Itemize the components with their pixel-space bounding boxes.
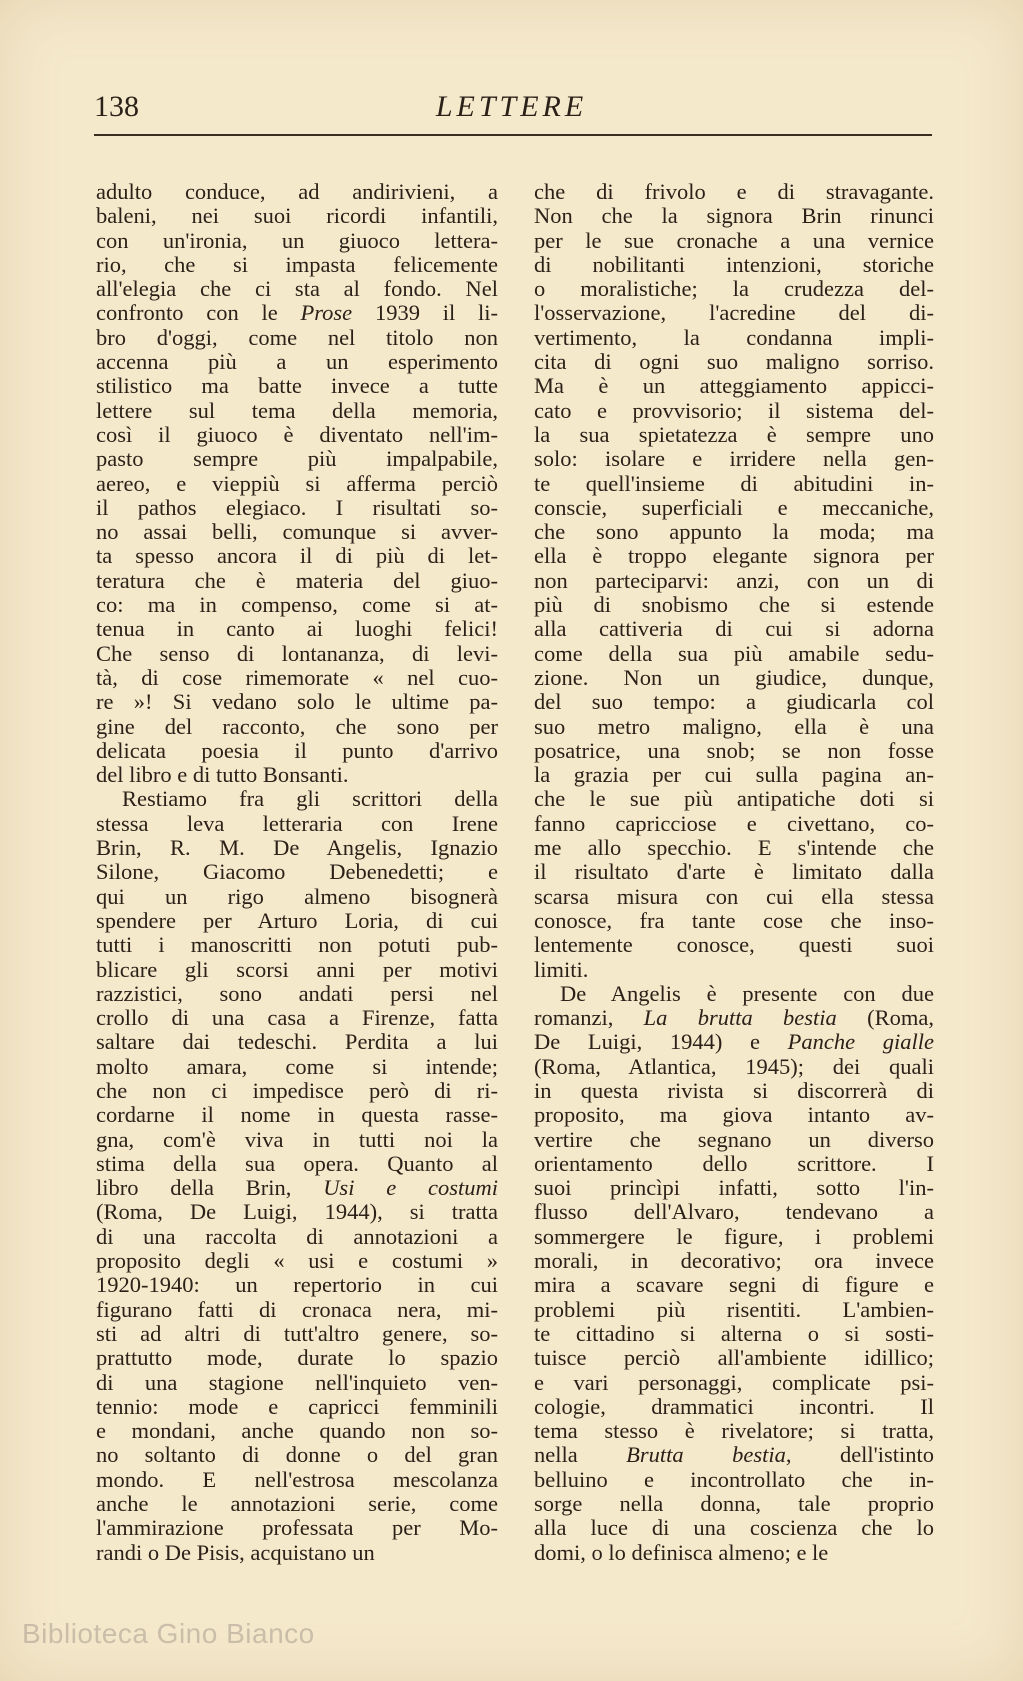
text-line: limiti. (534, 957, 589, 982)
text-line: con un'ironia, un giuoco lettera- (96, 228, 498, 253)
text-line: figurano fatti di cronaca nera, mi- (96, 1297, 498, 1322)
text-line: che le sue più antipatiche doti si (534, 787, 934, 812)
right-column (534, 180, 934, 1565)
header-rule (94, 134, 932, 136)
text-line: zione. Non un giudice, dunque, (534, 665, 934, 690)
text-line: lettere sul tema della memoria, (96, 398, 498, 423)
text-line: bro d'oggi, come nel titolo non (96, 325, 498, 350)
text-line: crollo di una casa a Firenze, fatta (96, 1006, 498, 1031)
text-line: stilistico ma batte invece a tutte (96, 374, 498, 399)
text-line: saltare dai tedeschi. Perdita a lui (96, 1030, 498, 1055)
text-line: tema stesso è rivelatore; si tratta, (534, 1419, 934, 1444)
text-line: conosce, fra tante cose che inso- (534, 908, 934, 933)
text-line: tennio: mode e capricci femminili (96, 1394, 498, 1419)
text-line: 1920-1940: un repertorio in cui (96, 1273, 498, 1298)
text-line: l'ammirazione professata per Mo- (96, 1516, 498, 1541)
text-line: la grazia per cui sulla pagina an- (534, 763, 934, 788)
text-line: mira a scavare segni di figure e (534, 1273, 934, 1298)
text-line: De Luigi, 1944) e Panche gialle (534, 1030, 934, 1055)
text-line: tenua in canto ai luoghi felici! (96, 617, 498, 642)
text-line: e mondani, anche quando non so- (96, 1419, 498, 1444)
text-line: conscie, superficiali e meccaniche, (534, 495, 934, 520)
text-line: ella è troppo elegante signora per (534, 544, 934, 569)
text-line: che di frivolo e di stravagante. (534, 180, 934, 204)
text-line: scarsa misura con cui ella stessa (534, 884, 934, 909)
text-line: proposito, ma giova intanto av- (534, 1103, 934, 1128)
text-line: molto amara, come si intende; (96, 1054, 498, 1079)
text-line: non parteciparvi: anzi, con un di (534, 568, 934, 593)
text-line: spendere per Arturo Loria, di cui (96, 908, 498, 933)
text-line: di nobilitanti intenzioni, storiche (534, 252, 934, 277)
text-line: libro della Brin, Usi e costumi (96, 1176, 498, 1201)
text-line: l'osservazione, l'acredine del di- (534, 301, 934, 326)
text-line: ta spesso ancora il di più di let- (96, 544, 498, 569)
text-line: alla luce di una coscienza che lo (534, 1516, 934, 1541)
text-line: anche le annotazioni serie, come (96, 1492, 498, 1517)
left-column (96, 180, 498, 1565)
text-line: morali, in decorativo; ora invece (534, 1249, 934, 1274)
text-line: per le sue cronache a una vernice (534, 228, 934, 253)
text-line: in questa rivista si discorrerà di (534, 1078, 934, 1103)
text-line: cato e provvisorio; il sistema del- (534, 398, 934, 423)
text-line: lentemente conosce, questi suoi (534, 933, 934, 958)
text-line: o moralistiche; la crudezza del- (534, 277, 934, 302)
text-line: Restiamo fra gli scrittori della (122, 787, 498, 812)
text-line: no soltanto di donne o del gran (96, 1443, 498, 1468)
text-line: di una raccolta di annotazioni a (96, 1224, 498, 1249)
text-line: di una stagione nell'inquieto ven- (96, 1370, 498, 1395)
text-line: confronto con le Prose 1939 il li- (96, 301, 498, 326)
library-watermark: Biblioteca Gino Bianco (22, 1618, 315, 1649)
text-line: orientamento dello scrittore. I (534, 1151, 934, 1176)
text-line: flusso dell'Alvaro, tendevano a (534, 1200, 934, 1225)
text-line: domi, o lo definisca almeno; e le (534, 1540, 829, 1565)
text-line: sommergere le figure, i problemi (534, 1224, 934, 1249)
text-line: belluino e incontrollato che in- (534, 1467, 934, 1492)
text-line: tutti i manoscritti non potuti pub- (96, 933, 498, 958)
text-line: prattutto mode, durate lo spazio (96, 1346, 498, 1371)
text-line: suoi princìpi infatti, sotto l'in- (534, 1176, 934, 1201)
text-line: all'elegia che ci sta al fondo. Nel (96, 277, 498, 302)
text-line: Non che la signora Brin rinunci (534, 204, 934, 229)
text-line: baleni, nei suoi ricordi infantili, (96, 204, 498, 229)
text-line: Silone, Giacomo Debenedetti; e (96, 860, 498, 885)
text-line: più di snobismo che si estende (534, 593, 934, 618)
text-line: romanzi, La brutta bestia (Roma, (534, 1006, 934, 1031)
text-line: (Roma, De Luigi, 1944), si tratta (96, 1200, 498, 1225)
text-line: cita di ogni suo maligno sorriso. (534, 350, 934, 375)
text-line: re »! Si vedano solo le ultime pa- (96, 690, 498, 715)
text-line: alla cattiveria di cui si adorna (534, 617, 934, 642)
text-line: il pathos elegiaco. I risultati so- (96, 495, 498, 520)
text-line: vertimento, la condanna impli- (534, 325, 934, 350)
text-line: Che senso di lontananza, di levi- (96, 641, 498, 666)
text-line: blicare gli scorsi anni per motivi (96, 957, 498, 982)
text-line: che sono appunto la moda; ma (534, 520, 934, 545)
text-line: cologie, drammatici incontri. Il (534, 1394, 934, 1419)
text-line: accenna più a un esperimento (96, 350, 498, 375)
text-line: De Angelis è presente con due (560, 981, 934, 1006)
text-line: randi o De Pisis, acquistano un (96, 1540, 375, 1565)
text-line: no assai belli, comunque si avver- (96, 520, 498, 545)
text-line: rio, che si impasta felicemente (96, 252, 498, 277)
text-line: pasto sempre più impalpabile, (96, 447, 498, 472)
text-line: del suo tempo: a giudicarla col (534, 690, 934, 715)
text-line: qui un rigo almeno bisognerà (96, 884, 498, 909)
text-line: suo metro maligno, ella è una (534, 714, 934, 739)
text-line: vertire che segnano un diverso (534, 1127, 934, 1152)
text-line: la sua spietatezza è sempre uno (534, 422, 934, 447)
text-line: proposito degli « usi e costumi » (96, 1249, 498, 1274)
text-line: delicata poesia il punto d'arrivo (96, 738, 498, 763)
text-line: tuisce perciò all'ambiente idillico; (534, 1346, 934, 1371)
text-line: gine del racconto, che sono per (96, 714, 498, 739)
text-line: stima della sua opera. Quanto al (96, 1151, 498, 1176)
text-line: stessa leva letteraria con Irene (96, 811, 498, 836)
text-line: sorge nella donna, tale proprio (534, 1492, 934, 1517)
text-line: co: ma in compenso, come si at- (96, 593, 498, 618)
text-line: del libro e di tutto Bonsanti. (96, 763, 349, 788)
text-line: solo: isolare e irridere nella gen- (534, 447, 934, 472)
text-line: (Roma, Atlantica, 1945); dei quali (534, 1054, 934, 1079)
text-line: così il giuoco è diventato nell'im- (96, 422, 498, 447)
text-line: adulto conduce, ad andirivieni, a (96, 180, 498, 204)
text-line: sti ad altri di tutt'altro genere, so- (96, 1321, 498, 1346)
text-line: nella Brutta bestia, dell'istinto (534, 1443, 934, 1468)
text-line: te quell'insieme di abitudini in- (534, 471, 934, 496)
text-line: tà, di cose rimemorate « nel cuo- (96, 665, 498, 690)
text-line: e vari personaggi, complicate psi- (534, 1370, 934, 1395)
text-line: te cittadino si alterna o si sosti- (534, 1321, 934, 1346)
text-line: posatrice, una snob; se non fosse (534, 738, 934, 763)
text-line: fanno capricciose e civettano, co- (534, 811, 934, 836)
text-line: Brin, R. M. De Angelis, Ignazio (96, 836, 498, 861)
text-line: cordarne il nome in questa rasse- (96, 1103, 498, 1128)
text-line: gna, com'è viva in tutti noi la (96, 1127, 498, 1152)
text-line: aereo, e vieppiù si afferma perciò (96, 471, 498, 496)
page-number: 138 (94, 90, 139, 123)
text-line: Ma è un atteggiamento appicci- (534, 374, 934, 399)
text-line: che non ci impedisce però di ri- (96, 1078, 498, 1103)
text-line: come della sua più amabile sedu- (534, 641, 934, 666)
text-line: mondo. E nell'estrosa mescolanza (96, 1467, 498, 1492)
text-line: problemi più risentiti. L'ambien- (534, 1297, 934, 1322)
text-line: razzistici, sono andati persi nel (96, 981, 498, 1006)
running-title: LETTERE (435, 90, 588, 123)
text-line: me allo specchio. E s'intende che (534, 836, 934, 861)
text-line: teratura che è materia del giuo- (96, 568, 498, 593)
text-line: il risultato d'arte è limitato dalla (534, 860, 934, 885)
